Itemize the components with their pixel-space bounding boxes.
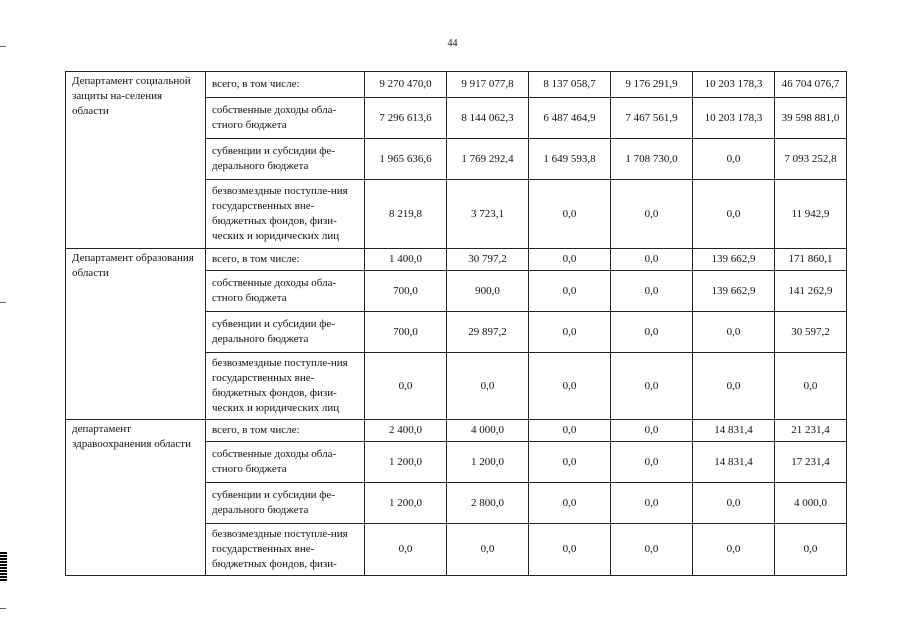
value-cell: 1 200,0 <box>365 442 447 483</box>
margin-tick <box>0 46 6 47</box>
table-row <box>66 420 847 442</box>
total-value-cell: 11 942,9 <box>775 180 847 249</box>
total-value-cell: 39 598 881,0 <box>775 98 847 139</box>
value-cell: 9 917 077,8 <box>447 72 529 98</box>
table-body <box>66 72 847 576</box>
value-cell: 14 831,4 <box>693 442 775 483</box>
value-cell: 3 723,1 <box>447 180 529 249</box>
value-cell: 0,0 <box>693 180 775 249</box>
value-cell: 0,0 <box>529 524 611 576</box>
value-cell: 8 144 062,3 <box>447 98 529 139</box>
value-cell: 4 000,0 <box>447 420 529 442</box>
funding-category-cell: субвенции и субсидии фе-дерального бюджета <box>206 312 365 353</box>
value-cell: 0,0 <box>611 420 693 442</box>
total-value-cell: 141 262,9 <box>775 271 847 312</box>
value-cell: 9 176 291,9 <box>611 72 693 98</box>
total-value-cell: 30 597,2 <box>775 312 847 353</box>
value-cell: 0,0 <box>693 524 775 576</box>
value-cell: 8 219,8 <box>365 180 447 249</box>
value-cell: 9 270 470,0 <box>365 72 447 98</box>
value-cell: 0,0 <box>693 139 775 180</box>
value-cell: 900,0 <box>447 271 529 312</box>
total-value-cell: 46 704 076,7 <box>775 72 847 98</box>
table-row <box>66 249 847 271</box>
margin-tick <box>0 608 6 609</box>
value-cell: 2 400,0 <box>365 420 447 442</box>
funding-category-cell: всего, в том числе: <box>206 420 365 442</box>
funding-category-cell: собственные доходы обла-стного бюджета <box>206 98 365 139</box>
value-cell: 0,0 <box>611 524 693 576</box>
value-cell: 29 897,2 <box>447 312 529 353</box>
funding-category-cell: безвозмездные поступле-ния государственных вне-бюджетных фондов, физи- <box>206 524 365 576</box>
budget-table <box>65 71 847 576</box>
value-cell: 1 200,0 <box>365 483 447 524</box>
value-cell: 0,0 <box>529 271 611 312</box>
total-value-cell: 17 231,4 <box>775 442 847 483</box>
value-cell: 0,0 <box>611 353 693 420</box>
value-cell: 1 769 292,4 <box>447 139 529 180</box>
value-cell: 0,0 <box>611 249 693 271</box>
value-cell: 10 203 178,3 <box>693 98 775 139</box>
value-cell: 1 965 636,6 <box>365 139 447 180</box>
funding-category-cell: собственные доходы обла-стного бюджета <box>206 442 365 483</box>
funding-category-cell: субвенции и субсидии фе-дерального бюджета <box>206 483 365 524</box>
funding-category-cell: безвозмездные поступле-ния государственных вне-бюджетных фондов, физи-ческих и юридических лиц <box>206 353 365 420</box>
value-cell: 14 831,4 <box>693 420 775 442</box>
value-cell: 0,0 <box>693 483 775 524</box>
value-cell: 0,0 <box>529 483 611 524</box>
scan-barcode-mark <box>0 552 7 582</box>
department-cell: департамент здравоохранения области <box>66 420 206 576</box>
value-cell: 0,0 <box>611 312 693 353</box>
value-cell: 10 203 178,3 <box>693 72 775 98</box>
value-cell: 139 662,9 <box>693 249 775 271</box>
total-value-cell: 4 000,0 <box>775 483 847 524</box>
total-value-cell: 0,0 <box>775 353 847 420</box>
value-cell: 0,0 <box>529 180 611 249</box>
value-cell: 6 487 464,9 <box>529 98 611 139</box>
value-cell: 0,0 <box>447 524 529 576</box>
value-cell: 0,0 <box>529 353 611 420</box>
value-cell: 0,0 <box>693 312 775 353</box>
value-cell: 1 400,0 <box>365 249 447 271</box>
funding-category-cell: безвозмездные поступле-ния государственных вне-бюджетных фондов, физи-ческих и юридических лиц <box>206 180 365 249</box>
value-cell: 0,0 <box>529 249 611 271</box>
value-cell: 0,0 <box>529 312 611 353</box>
value-cell: 700,0 <box>365 271 447 312</box>
value-cell: 0,0 <box>365 524 447 576</box>
funding-category-cell: всего, в том числе: <box>206 249 365 271</box>
total-value-cell: 171 860,1 <box>775 249 847 271</box>
value-cell: 1 649 593,8 <box>529 139 611 180</box>
value-cell: 0,0 <box>611 271 693 312</box>
total-value-cell: 0,0 <box>775 524 847 576</box>
value-cell: 30 797,2 <box>447 249 529 271</box>
department-cell: Департамент образования области <box>66 249 206 420</box>
value-cell: 0,0 <box>693 353 775 420</box>
value-cell: 1 200,0 <box>447 442 529 483</box>
value-cell: 0,0 <box>529 420 611 442</box>
page-number: 44 <box>447 38 458 49</box>
funding-category-cell: собственные доходы обла-стного бюджета <box>206 271 365 312</box>
value-cell: 139 662,9 <box>693 271 775 312</box>
value-cell: 7 296 613,6 <box>365 98 447 139</box>
department-cell: Департамент социальной защиты на-селения области <box>66 72 206 249</box>
value-cell: 0,0 <box>611 483 693 524</box>
value-cell: 7 467 561,9 <box>611 98 693 139</box>
total-value-cell: 7 093 252,8 <box>775 139 847 180</box>
value-cell: 0,0 <box>365 353 447 420</box>
value-cell: 0,0 <box>611 180 693 249</box>
funding-category-cell: субвенции и субсидии фе-дерального бюджета <box>206 139 365 180</box>
value-cell: 8 137 058,7 <box>529 72 611 98</box>
margin-tick <box>0 302 6 303</box>
value-cell: 2 800,0 <box>447 483 529 524</box>
value-cell: 0,0 <box>447 353 529 420</box>
value-cell: 700,0 <box>365 312 447 353</box>
value-cell: 0,0 <box>611 442 693 483</box>
table-row <box>66 72 847 98</box>
total-value-cell: 21 231,4 <box>775 420 847 442</box>
funding-category-cell: всего, в том числе: <box>206 72 365 98</box>
value-cell: 1 708 730,0 <box>611 139 693 180</box>
value-cell: 0,0 <box>529 442 611 483</box>
